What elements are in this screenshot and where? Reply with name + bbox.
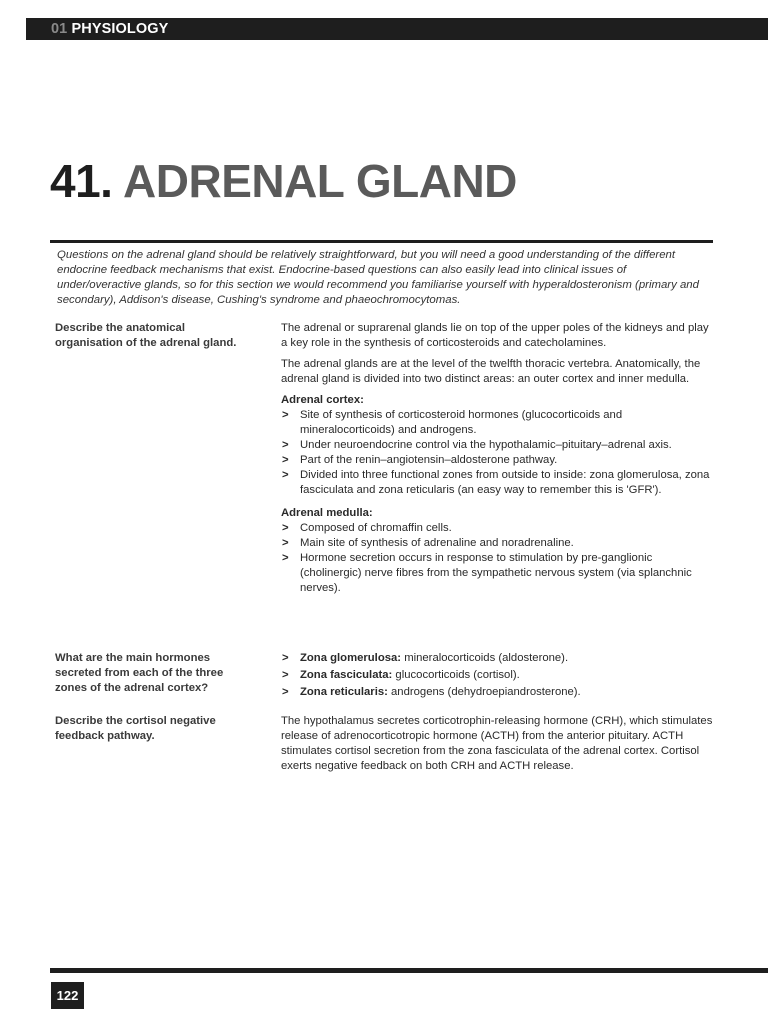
- zone-detail: glucocorticoids (cortisol).: [392, 669, 520, 681]
- chapter-number: 41.: [50, 155, 113, 207]
- zone-name: Zona glomerulosa:: [300, 652, 402, 664]
- answer-paragraph: The hypothalamus secretes corticotrophin-releasing hormone (CRH), which stimulates release of adrenocorticotropic hormone (ACTH) from the anterior pituitary. ACTH stimulates cortisol secretion from the zona fasciculata of the adrenal cortex. Cortisol exerts negative feedback on both CRH and ACTH release.: [281, 715, 713, 772]
- list-item: [281, 668, 713, 683]
- list-item: [281, 651, 713, 666]
- zone-detail: androgens (dehydroepiandrosterone).: [387, 686, 581, 698]
- zone-name: Zona fasciculata:: [300, 669, 393, 681]
- footer-divider: [50, 968, 768, 973]
- answer-paragraph: The adrenal or suprarenal glands lie on top of the upper poles of the kidneys and play a key role in the synthesis of corticosteroids and catecholamines.: [281, 322, 709, 349]
- list-item: > Hormone secretion occurs in response to stimulation by pre-ganglionic (cholinergic) nerve fibres from the sympathetic nervous system (via splanchnic nerves).: [281, 551, 713, 596]
- medulla-list: [281, 521, 713, 596]
- answer-paragraph: The adrenal glands are at the level of the twelfth thoracic vertebra. Anatomically, the adrenal gland is divided into two distinct areas: an outer cortex and inner medulla.: [281, 358, 701, 385]
- answer-hormones: [281, 651, 713, 708]
- page-number: 122: [51, 982, 84, 1009]
- cortex-heading: Adrenal cortex:: [281, 394, 364, 406]
- list-item: [281, 685, 713, 700]
- zone-name: Zona reticularis:: [300, 686, 388, 698]
- list-item: > Part of the renin–angiotensin–aldosterone pathway.: [281, 453, 713, 468]
- chapter-title-text: ADRENAL GLAND: [123, 155, 517, 207]
- cortex-list: [281, 408, 713, 498]
- list-item: > Main site of synthesis of adrenaline and noradrenaline.: [281, 536, 713, 551]
- list-item: > Site of synthesis of corticosteroid hormones (glucocorticoids and mineralocorticoids) and androgens.: [281, 408, 713, 438]
- list-item: > Divided into three functional zones from outside to inside: zona glomerulosa, zona fasciculata and zona reticularis (an easy way to remember this is 'GFR').: [281, 468, 713, 498]
- question-cortisol-feedback: Describe the cortisol negative feedback pathway.: [55, 715, 216, 742]
- question-anatomy: Describe the anatomical organisation of the adrenal gland.: [55, 322, 237, 349]
- medulla-heading: Adrenal medulla:: [281, 507, 373, 519]
- intro-paragraph: Questions on the adrenal gland should be relatively straightforward, but you will need a good understanding of the different endocrine feedback mechanisms that exist. Endocrine-based questions can also easily lead into clinical issues of under/overactive glands, so for this section we would recommend you familiarise yourself with hyperaldosteronism (primary and secondary), Addison's disease, Cushing's syndrome and phaeochromocytomas.: [57, 249, 699, 306]
- answer-cortisol-feedback: [281, 714, 713, 780]
- section-title: PHYSIOLOGY: [71, 21, 169, 37]
- answer-anatomy: [281, 321, 713, 604]
- section-header-bar: [26, 18, 768, 40]
- zones-list: [281, 651, 713, 700]
- zone-detail: mineralocorticoids (aldosterone).: [401, 652, 569, 664]
- section-number: 01: [51, 21, 68, 37]
- list-item: > Composed of chromaffin cells.: [281, 521, 713, 536]
- chapter-title: [50, 150, 517, 212]
- list-item: > Under neuroendocrine control via the hypothalamic–pituitary–adrenal axis.: [281, 438, 713, 453]
- intro-divider: [50, 240, 713, 243]
- question-hormones: What are the main hormones secreted from each of the three zones of the adrenal cortex?: [55, 652, 224, 694]
